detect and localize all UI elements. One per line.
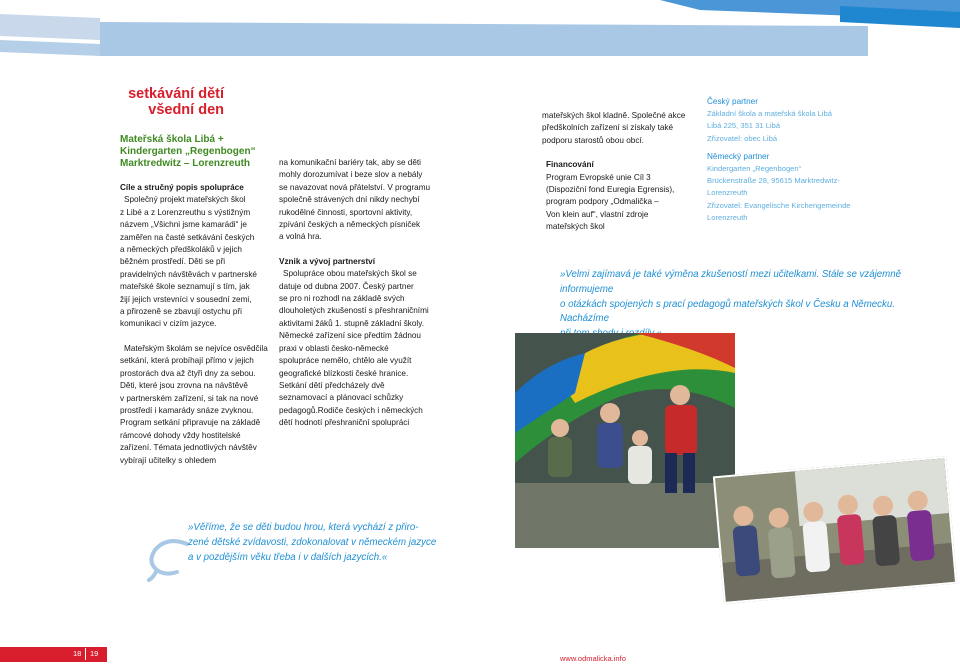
col3-line: Von klein auf“, vlastní zdroje xyxy=(546,209,649,219)
col2-line: geografické blízkosti české hranice. xyxy=(279,368,409,378)
quote1-line: o otázkách spojených s prací pedagogů mateřských škol v Česku a Německu. Nacházíme xyxy=(560,298,895,325)
page-number-left: 18 xyxy=(73,649,82,658)
col1-line: zařízení. Témata jednotlivých návštěv xyxy=(120,443,257,453)
col1-line: mateřské škole seznamují s tím, jak xyxy=(120,282,250,292)
photo-children-group xyxy=(713,456,957,604)
col2-line: a volná hra. xyxy=(279,232,322,242)
czech-partner-line: Libá 225, 351 31 Libá xyxy=(707,121,781,131)
col1-line: z Libé a z Lorenzreuthu s výstižným xyxy=(120,207,251,217)
german-partner-line: Lorenzreuth xyxy=(707,212,748,222)
col2-line: dlouholetých zkušeností s přeshraničními xyxy=(279,306,429,316)
title-line1: setkávání dětí xyxy=(128,86,224,102)
col2-line: spolupráce nemělo, chtělo ale využít xyxy=(279,356,412,366)
school-line2: Kindergarten „Regenbogen“ xyxy=(120,146,256,158)
quote1-line: »Velmi zajímavá je také výměna zkušeností mezi učitelkami. Stále se vzájemně informujeme xyxy=(560,269,901,295)
col1-line: setkání, která probíhají přímo v jejich xyxy=(120,356,254,366)
col3-line: Program Evropské unie Cíl 3 xyxy=(546,172,651,182)
german-partner-line: Kindergarten „Regenbogen“ xyxy=(707,164,802,174)
col2-line: na komunikační bariéry tak, aby se děti xyxy=(279,158,421,167)
col2-line: zpívání českých a německých písniček xyxy=(279,220,421,230)
czech-partner-label: Český partner xyxy=(707,97,758,106)
czech-partner-line: Základní škola a mateřská škola Libá xyxy=(707,109,832,119)
column-1 xyxy=(120,182,270,467)
col3-line: mateřských škol kladně. Společné akce xyxy=(542,111,686,120)
school-line3: Marktredwitz – Lorenzreuth xyxy=(120,158,251,170)
col1-heading: Cíle a stručný popis spolupráce xyxy=(120,183,244,192)
quote2-line: a v pozdějším věku třeba i v dalších jazycích.« xyxy=(188,552,388,563)
col1-line: rámcové dohody vždy hostitelské xyxy=(120,430,241,440)
german-partner-line: Brückenstraße 28, 95615 Marktredwitz- xyxy=(707,176,840,186)
stripe-light xyxy=(0,14,100,40)
col1-line: Program setkání připravuje na základě xyxy=(120,418,261,428)
col1-line: v partnerském zařízení, si tak na nové xyxy=(120,393,259,403)
quote2-line: »Věříme, že se děti budou hrou, která vychází z přiro- xyxy=(188,522,419,533)
photo-parachute-game xyxy=(515,333,735,548)
col2-line: dětí hodnotí přeshraniční spolupráci xyxy=(279,418,410,428)
col2-line: aktivitami žáků 1. stupně základní školy. xyxy=(279,318,425,328)
page-divider xyxy=(85,648,86,660)
czech-partner-line: Zřizovatel: obec Libá xyxy=(707,133,778,143)
stripe-mid xyxy=(100,22,868,56)
col1-line: zaměřen na časté setkávání českých xyxy=(120,232,255,242)
col3-line: (Dispoziční fond Euregia Egrensis), xyxy=(546,185,675,195)
col3-line: předškolních zařízení si získaly také xyxy=(542,123,674,133)
col1-line: prostředí i kamarády snáze zvyknou. xyxy=(120,405,254,415)
col2-line: datuje od dubna 2007. Český partner xyxy=(279,281,414,291)
german-partner-line: Zřizovatel: Evangelische Kirchengemeinde xyxy=(707,200,851,210)
col2-line: Spolupráce obou mateřských škol se xyxy=(283,269,417,279)
col1-line: názvem „Všichni jsme kamarádi“ je xyxy=(120,220,247,230)
col3-line: mateřských škol xyxy=(546,222,605,232)
col2-line: Setkání dětí předcházely dvě xyxy=(279,380,385,390)
col2-line: praxi v oblasti česko-německé xyxy=(279,343,389,353)
page-number-right: 19 xyxy=(90,649,99,658)
col1-line: komunikaci v cizím jazyce. xyxy=(120,319,217,329)
col2-line: se navazovat nová přátelství. V programu xyxy=(279,182,431,192)
col1-line: a přirozeně se zbavují ostychu při xyxy=(120,307,242,317)
col1-line: žijí jejich vrstevníci v sousední zemi, xyxy=(120,294,252,304)
col1-line: Mateřským školám se nejvíce osvědčila xyxy=(124,343,268,353)
col2-line: Německé zařízení sice předtím žádnou xyxy=(279,331,421,341)
children-illustration xyxy=(715,458,955,602)
col3-heading: Financování xyxy=(546,160,594,170)
col1-line: Děti, které jsou zrovna na návštěvě xyxy=(120,381,248,391)
school-name xyxy=(120,134,256,171)
col1-line: Společný projekt mateřských škol xyxy=(124,195,246,205)
parachute-illustration xyxy=(515,333,735,548)
website-link[interactable]: www.odmalicka.info xyxy=(560,654,626,663)
quote-children xyxy=(188,520,488,565)
quote2-line: zené dětské zvídavosti, zdokonalovat v německém jazyce xyxy=(188,537,437,548)
col3-line: podporu starostů obou obcí. xyxy=(542,135,644,145)
col1-line: běžném prostředí. Děti se při xyxy=(120,257,226,267)
col2-line: mohly dorozumívat i beze slov a nebály xyxy=(279,170,423,180)
col1-line: prostorách dva až čtyři dny za sebou. xyxy=(120,368,256,378)
page-title xyxy=(124,86,224,118)
title-line2: všední den xyxy=(148,102,224,118)
col1-line: a německých předškoláků v jejich xyxy=(120,245,242,255)
col2-line: pedagogů.Rodiče českých i německých xyxy=(279,405,423,415)
german-partner-line: Lorenzreuth xyxy=(707,188,748,198)
col2-heading: Vznik a vývoj partnerství xyxy=(279,256,376,266)
col2-line: společně strávených dní nikdy nechybí xyxy=(279,195,420,205)
col3-line: program podpory „Odmalička – xyxy=(546,197,659,207)
col1-line: pravidelných návštěvách v partnerské xyxy=(120,269,257,279)
column-2 xyxy=(279,157,439,430)
partners-box xyxy=(707,96,887,224)
top-stripes xyxy=(0,0,960,60)
german-partner-label: Německý partner xyxy=(707,151,770,161)
school-line1: Mateřská škola Libá + xyxy=(120,134,224,145)
col1-line: vybírají učitelky s ohledem xyxy=(120,455,217,465)
col2-line: seznamovací a plánovací schůzky xyxy=(279,393,404,403)
footer-bar xyxy=(0,647,107,662)
column-3 xyxy=(542,110,702,234)
quote-teachers xyxy=(560,268,930,342)
col2-line: rukodělné činnosti, sportovní aktivity, xyxy=(279,207,413,217)
col2-line: se pro ni rozhodl na základě svých xyxy=(279,294,405,304)
